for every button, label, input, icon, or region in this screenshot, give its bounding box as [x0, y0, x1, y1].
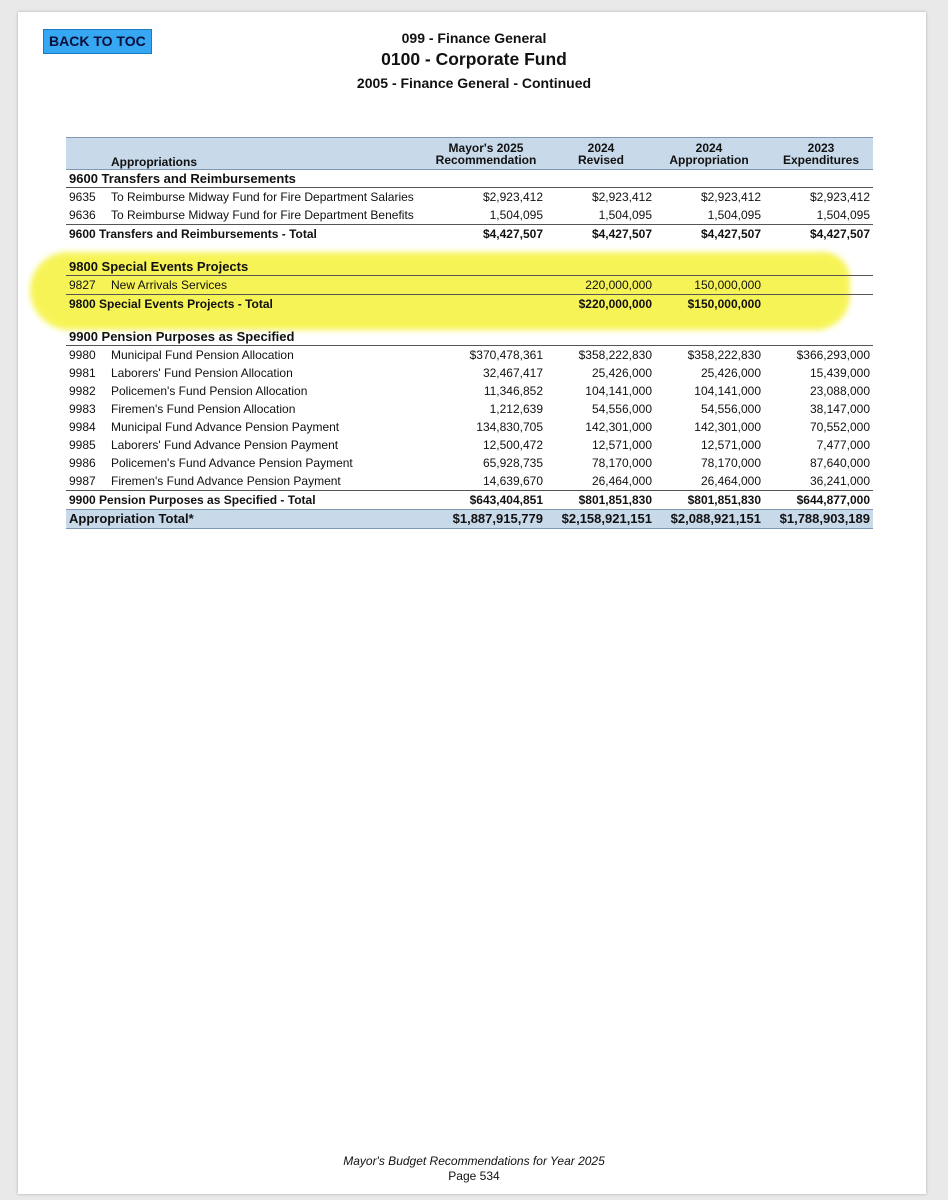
section-total-v2: $220,000,000: [578, 297, 652, 311]
appropriations-table: [66, 137, 873, 529]
col-appropriations: Appropriations: [111, 155, 197, 169]
section-total-v4: $4,427,507: [809, 227, 870, 241]
row-value-v1: 14,639,670: [482, 474, 543, 488]
row-code: 9987: [69, 474, 96, 488]
row-label: To Reimburse Midway Fund for Fire Department Salaries: [111, 190, 414, 204]
section-total-v2: $801,851,830: [578, 493, 652, 507]
col-mayors-2025: Mayor's 2025 Recommendation: [435, 141, 537, 167]
row-label: Municipal Fund Pension Allocation: [111, 348, 294, 362]
table-row: [66, 276, 873, 294]
row-value-v2: 78,170,000: [591, 456, 652, 470]
row-value-v4: 38,147,000: [809, 402, 870, 416]
back-to-toc-button[interactable]: BACK TO TOC: [43, 29, 152, 54]
row-value-v2: $358,222,830: [578, 348, 652, 362]
row-value-v2: 142,301,000: [585, 420, 652, 434]
grand-total-row: [66, 509, 873, 529]
row-value-v3: $2,923,412: [700, 190, 761, 204]
row-value-v3: 104,141,000: [694, 384, 761, 398]
row-value-v4: 87,640,000: [809, 456, 870, 470]
row-code: 9980: [69, 348, 96, 362]
table-row: [66, 472, 873, 490]
row-value-v3: 1,504,095: [707, 208, 761, 222]
row-label: Policemen's Fund Pension Allocation: [111, 384, 308, 398]
row-label: Firemen's Fund Pension Allocation: [111, 402, 296, 416]
section-total-label: 9800 Special Events Projects - Total: [69, 297, 273, 311]
row-value-v4: $366,293,000: [796, 348, 870, 362]
col-2024-appropriation: 2024 Appropriation: [669, 141, 749, 167]
row-code: 9827: [69, 278, 96, 292]
section-total-v1: $4,427,507: [482, 227, 543, 241]
row-value-v2: 1,504,095: [598, 208, 652, 222]
program-title: 2005 - Finance General - Continued: [356, 75, 592, 91]
section-heading: 9800 Special Events Projects: [66, 258, 873, 276]
grand-total-v3: $2,088,921,151: [670, 511, 761, 526]
table-row: [66, 364, 873, 382]
section-total-v3: $4,427,507: [700, 227, 761, 241]
section-spacer: [66, 243, 873, 258]
row-code: 9986: [69, 456, 96, 470]
row-value-v4: 7,477,000: [816, 438, 870, 452]
row-value-v2: 220,000,000: [585, 278, 652, 292]
footer-title: Mayor's Budget Recommendations for Year 2025: [343, 1154, 605, 1168]
row-value-v1: $370,478,361: [469, 348, 543, 362]
table-row: [66, 206, 873, 224]
section-total-v2: $4,427,507: [591, 227, 652, 241]
row-value-v1: $2,923,412: [482, 190, 543, 204]
row-value-v3: 26,464,000: [700, 474, 761, 488]
row-value-v1: 12,500,472: [482, 438, 543, 452]
row-label: Municipal Fund Advance Pension Payment: [111, 420, 340, 434]
row-value-v3: 54,556,000: [700, 402, 761, 416]
row-value-v1: 1,504,095: [489, 208, 543, 222]
row-value-v2: $2,923,412: [591, 190, 652, 204]
row-label: Laborers' Fund Advance Pension Payment: [111, 438, 339, 452]
section-total-row: [66, 224, 873, 243]
table-row: [66, 382, 873, 400]
row-value-v4: 36,241,000: [809, 474, 870, 488]
section-total-v1: $643,404,851: [469, 493, 543, 507]
row-code: 9635: [69, 190, 96, 204]
row-value-v2: 26,464,000: [591, 474, 652, 488]
table-row: [66, 400, 873, 418]
row-value-v2: 25,426,000: [591, 366, 652, 380]
table-row: [66, 436, 873, 454]
table-header: [66, 137, 873, 170]
row-value-v2: 54,556,000: [591, 402, 652, 416]
section-total-v3: $150,000,000: [687, 297, 761, 311]
row-value-v3: 150,000,000: [694, 278, 761, 292]
section-spacer: [66, 313, 873, 328]
col-2024-revised: 2024 Revised: [577, 141, 625, 167]
row-label: Laborers' Fund Pension Allocation: [111, 366, 293, 380]
row-code: 9984: [69, 420, 96, 434]
section-total-label: 9600 Transfers and Reimbursements - Total: [69, 227, 317, 241]
grand-total-label: Appropriation Total*: [69, 511, 194, 526]
section-total-v4: $644,877,000: [796, 493, 870, 507]
row-value-v4: 70,552,000: [809, 420, 870, 434]
grand-total-v4: $1,788,903,189: [779, 511, 870, 526]
row-value-v1: 11,346,852: [483, 384, 543, 398]
row-value-v2: 104,141,000: [585, 384, 652, 398]
table-row: [66, 346, 873, 364]
table-row: [66, 454, 873, 472]
row-value-v1: 32,467,417: [482, 366, 543, 380]
section-total-v3: $801,851,830: [687, 493, 761, 507]
table-row: [66, 188, 873, 206]
row-label: New Arrivals Services: [111, 278, 228, 292]
row-value-v4: 1,504,095: [816, 208, 870, 222]
row-value-v1: 134,830,705: [476, 420, 543, 434]
col-2023-expenditures: 2023 Expenditures: [782, 141, 860, 167]
row-value-v2: 12,571,000: [591, 438, 652, 452]
table-body: [66, 170, 873, 509]
row-value-v3: 25,426,000: [700, 366, 761, 380]
section-heading: 9900 Pension Purposes as Specified: [66, 328, 873, 346]
row-code: 9982: [69, 384, 96, 398]
table-row: [66, 418, 873, 436]
row-code: 9985: [69, 438, 96, 452]
page-number: Page 534: [448, 1169, 500, 1183]
department-title: 099 - Finance General: [401, 30, 547, 46]
row-value-v4: $2,923,412: [809, 190, 870, 204]
row-value-v4: 23,088,000: [809, 384, 870, 398]
section-heading: 9600 Transfers and Reimbursements: [66, 170, 873, 188]
row-value-v3: 78,170,000: [700, 456, 761, 470]
row-code: 9981: [69, 366, 96, 380]
section-total-row: [66, 294, 873, 313]
row-code: 9983: [69, 402, 96, 416]
section-total-row: [66, 490, 873, 509]
grand-total-v2: $2,158,921,151: [561, 511, 652, 526]
row-value-v4: 15,439,000: [809, 366, 870, 380]
row-value-v1: 1,212,639: [489, 402, 543, 416]
row-code: 9636: [69, 208, 96, 222]
grand-total-v1: $1,887,915,779: [452, 511, 543, 526]
fund-title: 0100 - Corporate Fund: [381, 49, 567, 69]
row-value-v1: 65,928,735: [482, 456, 543, 470]
row-label: Firemen's Fund Advance Pension Payment: [111, 474, 341, 488]
row-value-v3: 142,301,000: [694, 420, 761, 434]
row-value-v3: 12,571,000: [700, 438, 761, 452]
row-value-v3: $358,222,830: [687, 348, 761, 362]
row-label: To Reimburse Midway Fund for Fire Department Benefits: [111, 208, 414, 222]
row-label: Policemen's Fund Advance Pension Payment: [111, 456, 353, 470]
section-total-label: 9900 Pension Purposes as Specified - Total: [69, 493, 316, 507]
